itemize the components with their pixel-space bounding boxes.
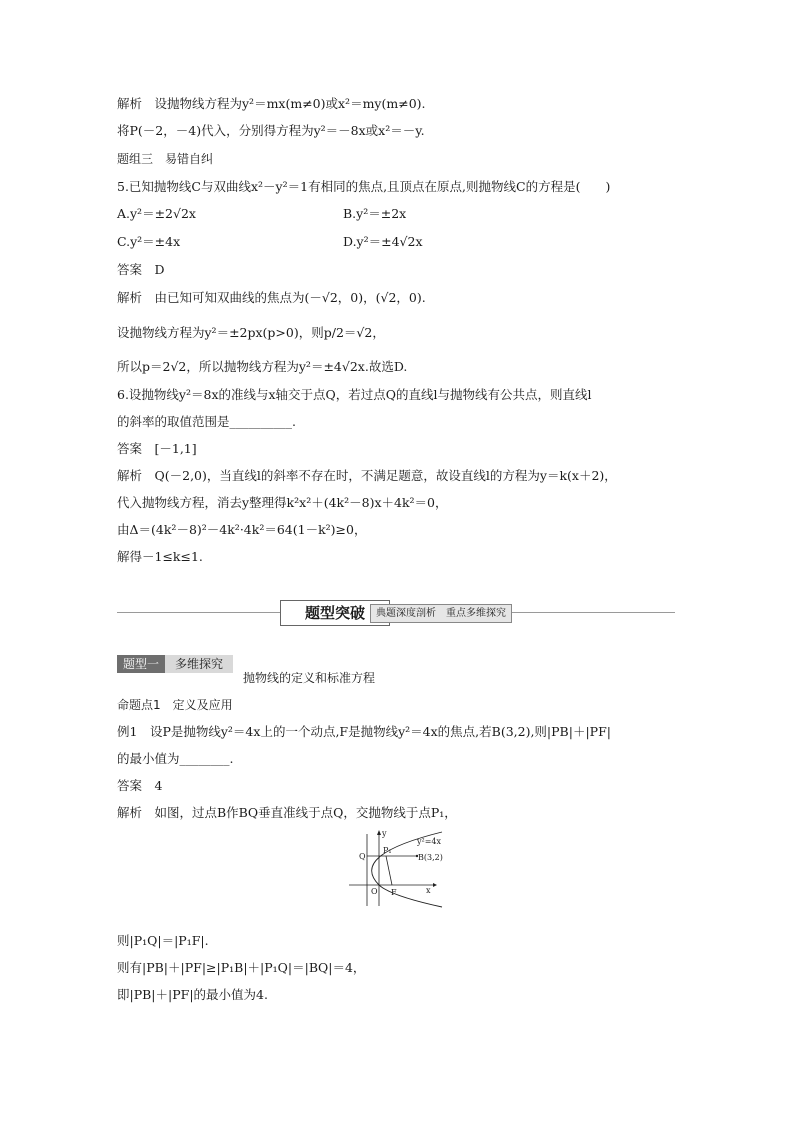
answer-5: 答案 D: [117, 262, 165, 277]
type-sublabel: 多维探究: [165, 655, 233, 673]
option-c: C.y²＝±4x: [117, 234, 181, 249]
question-6-line-2: 的斜率的取值范围是__________.: [117, 414, 296, 429]
label-p1: P₁: [383, 846, 392, 855]
label-curve: y²=4x: [417, 837, 442, 846]
option-d: D.y²＝±4√2x: [343, 234, 423, 249]
label-b: B(3,2): [418, 853, 443, 862]
label-y: y: [382, 829, 387, 838]
example-1-line-1: 例1 设P是抛物线y²＝4x上的一个动点,F是抛物线y²＝4x的焦点,若B(3,2),则|PB|＋|PF|: [117, 724, 611, 739]
banner-rule-left: [117, 612, 280, 613]
segment-p1f: [386, 856, 392, 885]
solution-line-2: 将P(－2，－4)代入，分别得方程为y²＝－8x或x²＝－y.: [117, 123, 425, 138]
question-6-line-1: 6.设抛物线y²＝8x的准线与x轴交于点Q，若过点Q的直线l与抛物线有公共点，则直线l: [117, 387, 592, 402]
conclusion-line-1: 则|P₁Q|＝|P₁F|.: [117, 933, 209, 948]
parabola-figure: [345, 828, 457, 908]
y-axis-arrow: [377, 830, 381, 835]
example-1-line-2: 的最小值为________.: [117, 751, 234, 766]
label-x: x: [426, 886, 431, 895]
banner-title: 题型突破: [280, 600, 390, 626]
conclusion-line-2: 则有|PB|＋|PF|≥|P₁B|＋|P₁Q|＝|BQ|＝4，: [117, 960, 366, 975]
label-q: Q: [359, 852, 366, 861]
conclusion-line-3: 即|PB|＋|PF|的最小值为4.: [117, 987, 268, 1002]
option-a: A.y²＝±2√2x: [117, 206, 196, 221]
type-topic: 抛物线的定义和标准方程: [243, 671, 376, 685]
solution-6-line-4: 解得－1≤k≤1.: [117, 549, 203, 564]
option-b: B.y²＝±2x: [343, 206, 407, 221]
section-banner: [117, 600, 675, 626]
banner-subtitle: 典题深度剖析 重点多维探究: [370, 604, 512, 623]
question-5: 5.已知抛物线C与双曲线x²－y²＝1有相同的焦点,且顶点在原点,则抛物线C的方程是( ): [117, 179, 611, 194]
solution-5-line-2: 设抛物线方程为y²＝±2px(p>0)，则p/2＝√2，: [117, 325, 385, 340]
answer-6: 答案 [－1,1]: [117, 441, 197, 456]
solution-5-line-3: 所以p＝2√2，所以抛物线方程为y²＝±4√2x.故选D.: [117, 359, 408, 374]
group-heading: 题组三 易错自纠: [117, 152, 214, 166]
solution-example-1: 解析 如图，过点B作BQ垂直准线于点Q，交抛物线于点P₁，: [117, 805, 457, 820]
solution-6-line-2: 代入抛物线方程，消去y整理得k²x²＋(4k²－8)x＋4k²＝0，: [117, 495, 448, 510]
label-o: O: [371, 887, 378, 896]
banner-rule-right: [512, 612, 675, 613]
x-axis-arrow: [433, 883, 437, 887]
solution-6-line-1: 解析 Q(－2,0)，当直线l的斜率不存在时，不满足题意，故设直线l的方程为y＝k(x＋2)，: [117, 468, 617, 483]
label-f: F: [391, 888, 397, 897]
type-label: 题型一: [117, 655, 165, 673]
answer-example-1: 答案 4: [117, 778, 163, 793]
proposition-heading: 命题点1 定义及应用: [117, 698, 233, 712]
solution-6-line-3: 由Δ＝(4k²－8)²－4k²·4k²＝64(1－k²)≥0，: [117, 522, 367, 537]
solution-line-1: 解析 设抛物线方程为y²＝mx(m≠0)或x²＝my(m≠0).: [117, 96, 426, 111]
solution-5-line-1: 解析 由已知可知双曲线的焦点为(－√2，0)，(√2，0).: [117, 290, 426, 305]
